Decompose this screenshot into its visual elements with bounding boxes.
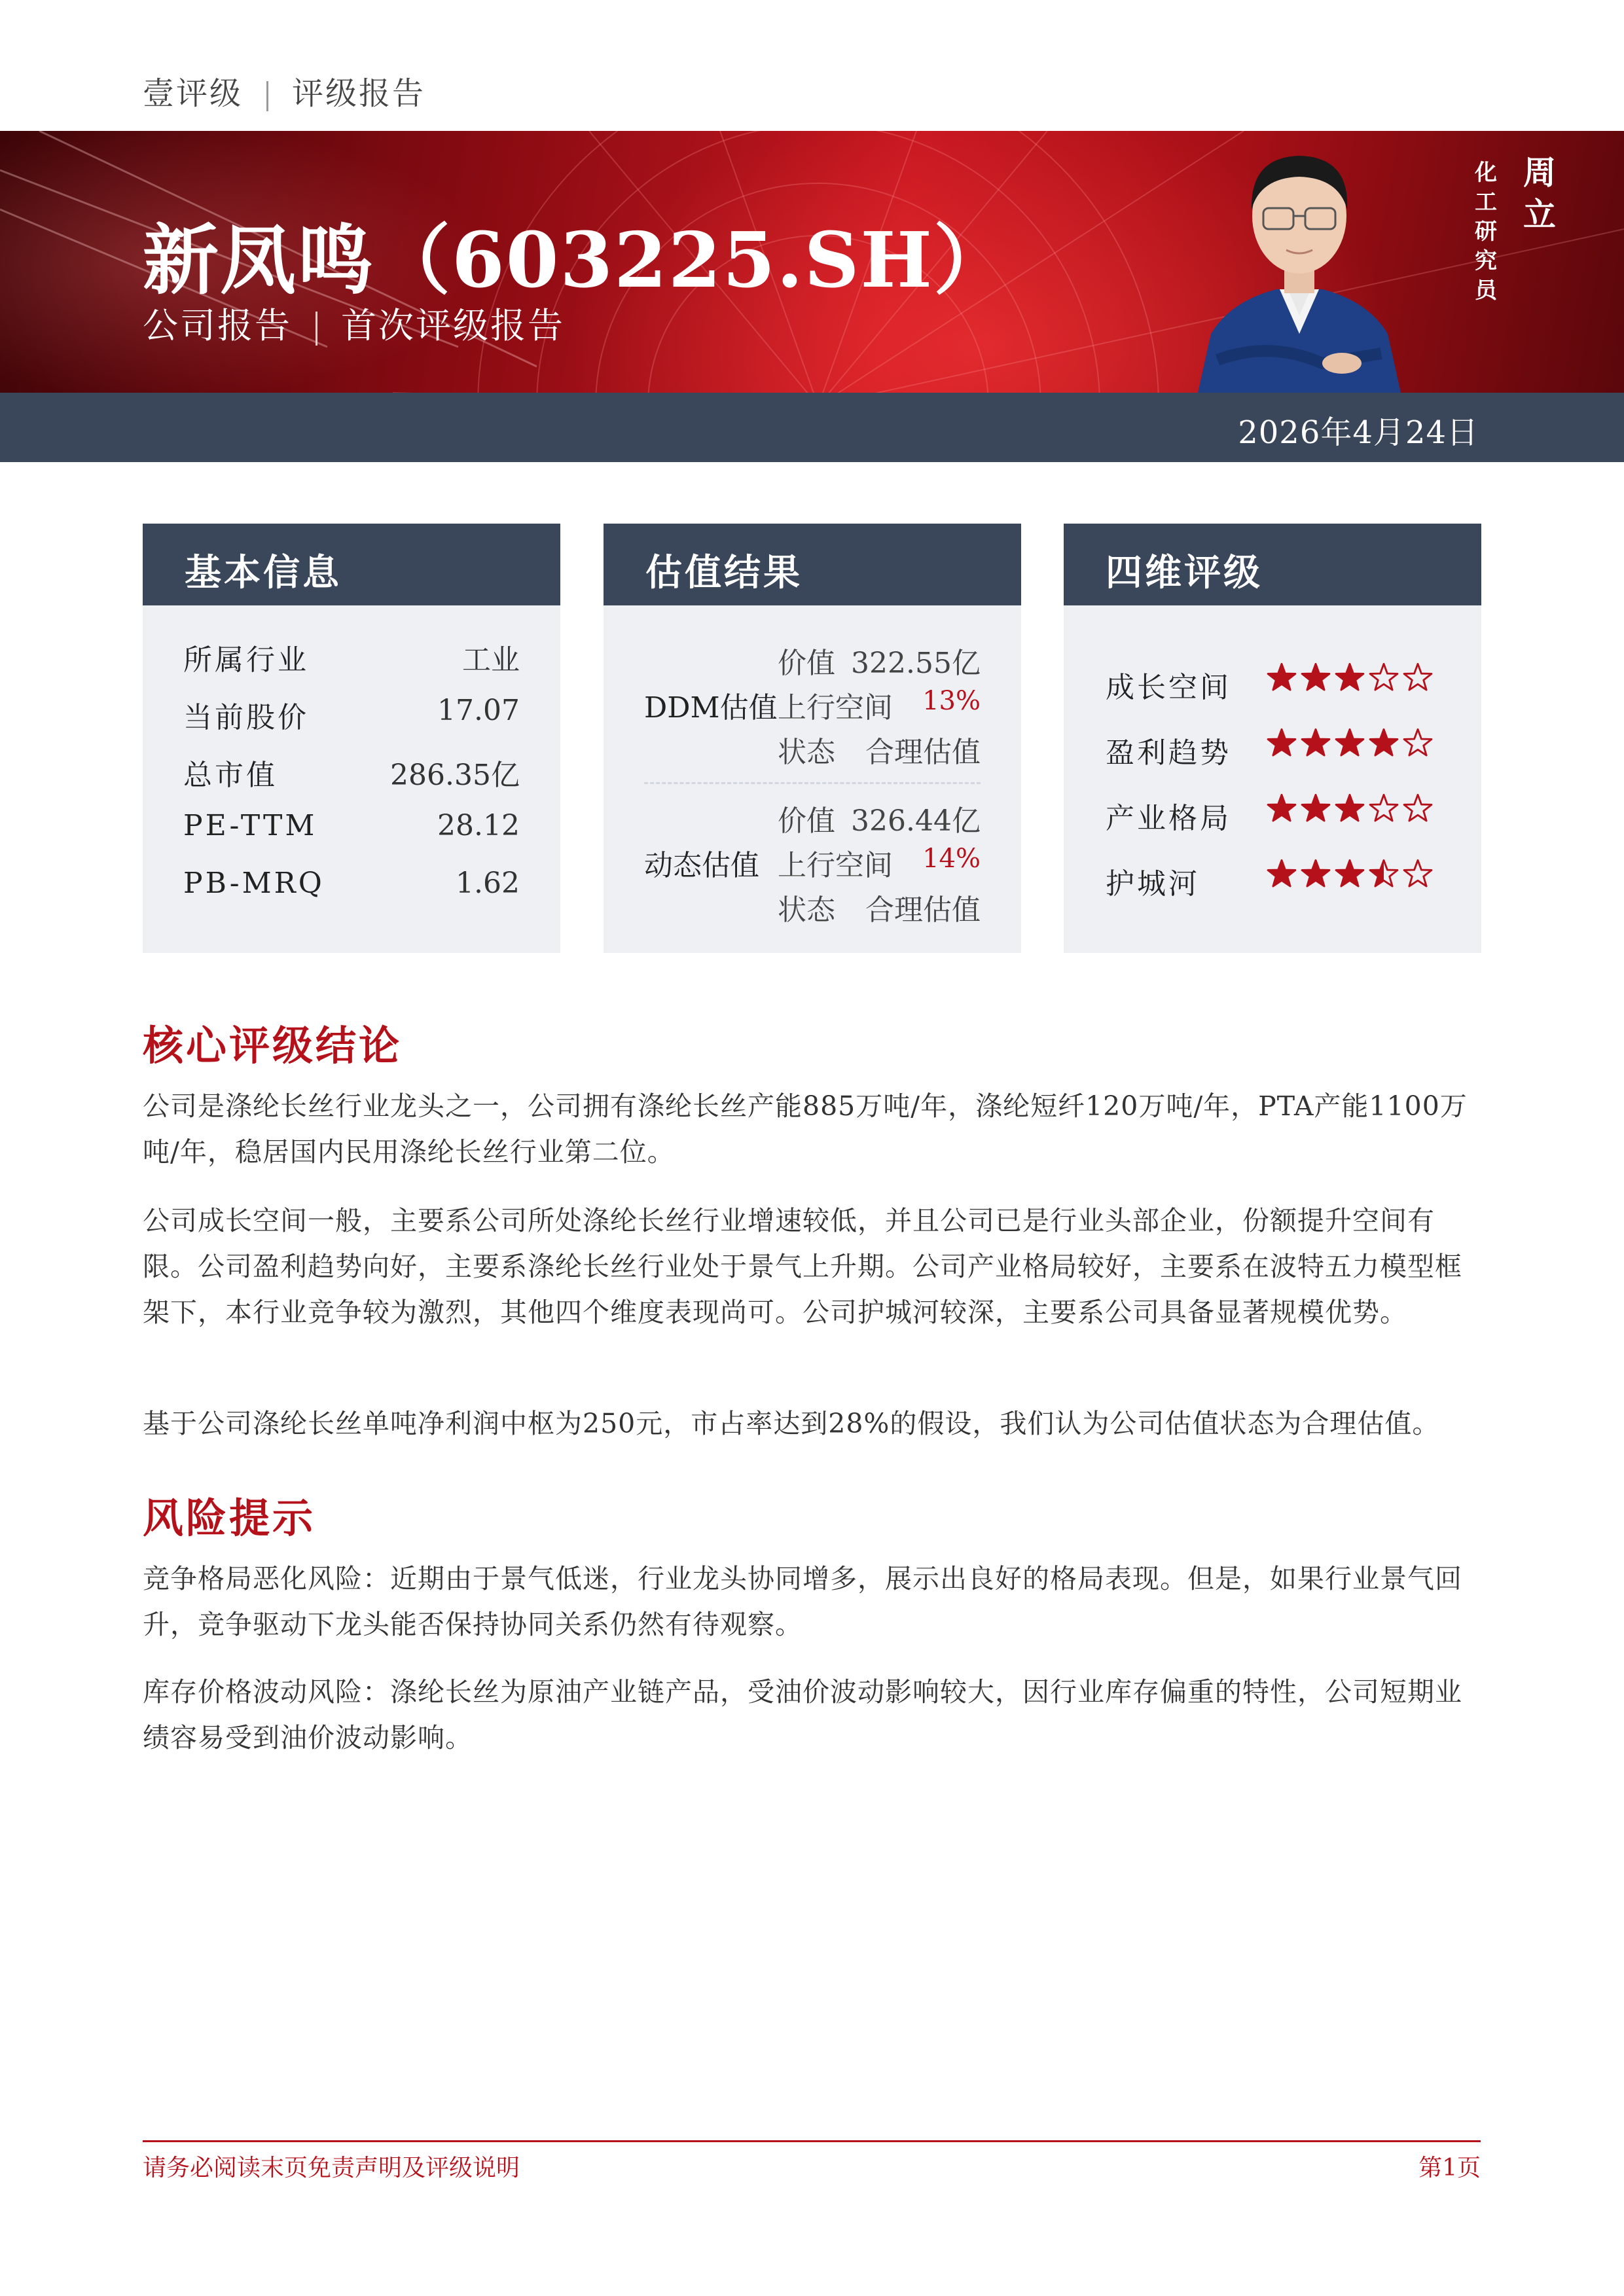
ddm-value: 322.55亿 xyxy=(851,647,981,680)
ddm-upside-value: 13% xyxy=(922,686,981,716)
report-subtitle xyxy=(143,298,565,348)
conclusion-paragraph-2: 公司成长空间一般，主要系公司所处涤纶长丝行业增速较低，并且公司已是行业头部企业，份额提升空间有限。公司盈利趋势向好，主要系涤纶长丝行业处于景气上升期。公司产业格局较好，主要系在波特五力模型框架下，本行业竞争较为激烈，其他四个维度表现尚可。公司护城河较深，主要系公司具备显著规模优势。 xyxy=(143,1205,1462,1328)
star-full-icon xyxy=(1335,728,1365,758)
subtitle-divider xyxy=(316,312,317,346)
star-empty-icon xyxy=(1403,728,1433,758)
ddm-value-label: 价值 xyxy=(778,647,835,680)
industry-structure-label: 产业格局 xyxy=(1106,802,1231,835)
risk-title: 风险提示 xyxy=(143,1494,316,1542)
moat-stars xyxy=(1267,859,1437,891)
star-full-icon xyxy=(1335,662,1365,692)
dynamic-status-label: 状态 xyxy=(778,893,835,927)
basic-info-card xyxy=(143,524,560,953)
star-empty-icon xyxy=(1403,662,1433,692)
title-banner xyxy=(0,131,1624,393)
price-value: 17.07 xyxy=(437,694,520,727)
dynamic-value: 326.44亿 xyxy=(851,804,981,838)
star-empty-icon xyxy=(1369,662,1399,692)
growth-space-stars xyxy=(1267,662,1437,695)
analyst-name: 周立 xyxy=(1523,153,1556,234)
growth-space-label: 成长空间 xyxy=(1106,671,1231,704)
industry-label: 所属行业 xyxy=(183,643,309,677)
report-date: 2026年4月24日 xyxy=(1238,414,1479,451)
ddm-status-value: 合理估值 xyxy=(865,736,981,769)
rating-header xyxy=(1064,524,1481,605)
profit-trend-label: 盈利趋势 xyxy=(1106,736,1231,770)
subtitle-company-report: 公司报告 xyxy=(143,305,292,346)
conclusion-title: 核心评级结论 xyxy=(143,1022,403,1069)
industry-value: 工业 xyxy=(462,643,520,677)
star-half-icon xyxy=(1369,859,1399,889)
brand-header xyxy=(143,68,425,113)
star-full-icon xyxy=(1301,859,1331,889)
dynamic-value-label: 价值 xyxy=(778,804,835,838)
report-title: 新凤鸣（603225.SH） xyxy=(143,216,1011,305)
valuation-divider xyxy=(644,782,981,784)
pb-mrq-label: PB-MRQ xyxy=(183,867,325,900)
star-full-icon xyxy=(1301,728,1331,758)
dynamic-upside-label: 上行空间 xyxy=(778,849,893,882)
moat-label: 护城河 xyxy=(1106,867,1200,901)
star-full-icon xyxy=(1301,662,1331,692)
ddm-upside-label: 上行空间 xyxy=(778,691,893,725)
star-full-icon xyxy=(1369,728,1399,758)
risk-paragraph-2: 库存价格波动风险：涤纶长丝为原油产业链产品，受油价波动影响较大，因行业库存偏重的特性，公司短期业绩容易受到油价波动影响。 xyxy=(143,1676,1462,1753)
date-bar xyxy=(0,393,1624,462)
star-empty-icon xyxy=(1369,793,1399,823)
footer-disclaimer[interactable]: 请务必阅读末页免责声明及评级说明 xyxy=(143,2155,520,2181)
rating-card xyxy=(1064,524,1481,953)
brand-divider xyxy=(266,81,268,111)
ddm-status-label: 状态 xyxy=(778,736,835,769)
page-number: 第1页 xyxy=(1418,2155,1481,2181)
pe-ttm-label: PE-TTM xyxy=(183,809,317,842)
subtitle-first-rating: 首次评级报告 xyxy=(341,305,565,346)
dynamic-status-value: 合理估值 xyxy=(865,893,981,927)
pb-mrq-value: 1.62 xyxy=(456,867,520,900)
price-label: 当前股价 xyxy=(183,701,309,734)
analyst-photo xyxy=(1191,137,1407,393)
valuation-header xyxy=(604,524,1021,605)
star-empty-icon xyxy=(1403,793,1433,823)
dynamic-method-name: 动态估值 xyxy=(644,849,759,882)
analyst-role: 化工研究员 xyxy=(1475,160,1497,304)
footer-divider xyxy=(143,2140,1481,2142)
brand-name: 壹评级 xyxy=(143,75,244,112)
industry-structure-stars xyxy=(1267,793,1437,826)
basic-info-header xyxy=(143,524,560,605)
star-full-icon xyxy=(1335,859,1365,889)
valuation-card xyxy=(604,524,1021,953)
star-full-icon xyxy=(1267,859,1297,889)
risk-paragraph-1: 竞争格局恶化风险：近期由于景气低迷，行业龙头协同增多，展示出良好的格局表现。但是，如果行业景气回升，竞争驱动下龙头能否保持协同关系仍然有待观察。 xyxy=(143,1563,1462,1640)
pe-ttm-value: 28.12 xyxy=(437,809,520,842)
market-cap-label: 总市值 xyxy=(183,759,278,792)
conclusion-paragraph-3: 基于公司涤纶长丝单吨净利润中枢为250元，市占率达到28%的假设，我们认为公司估值状态为合理估值。 xyxy=(143,1408,1440,1439)
star-full-icon xyxy=(1301,793,1331,823)
star-full-icon xyxy=(1267,662,1297,692)
star-full-icon xyxy=(1335,793,1365,823)
doc-type: 评级报告 xyxy=(292,75,426,112)
basic-info-title: 基本信息 xyxy=(185,551,342,594)
ddm-method-name: DDM估值 xyxy=(644,691,778,725)
profit-trend-stars xyxy=(1267,728,1437,761)
rating-title: 四维评级 xyxy=(1106,551,1263,594)
star-empty-icon xyxy=(1403,859,1433,889)
market-cap-value: 286.35亿 xyxy=(390,759,520,792)
dynamic-upside-value: 14% xyxy=(922,844,981,874)
valuation-title: 估值结果 xyxy=(645,551,803,594)
conclusion-paragraph-1: 公司是涤纶长丝行业龙头之一，公司拥有涤纶长丝产能885万吨/年，涤纶短纤120万吨/年，PTA产能1100万吨/年，稳居国内民用涤纶长丝行业第二位。 xyxy=(143,1090,1468,1168)
star-full-icon xyxy=(1267,728,1297,758)
star-full-icon xyxy=(1267,793,1297,823)
